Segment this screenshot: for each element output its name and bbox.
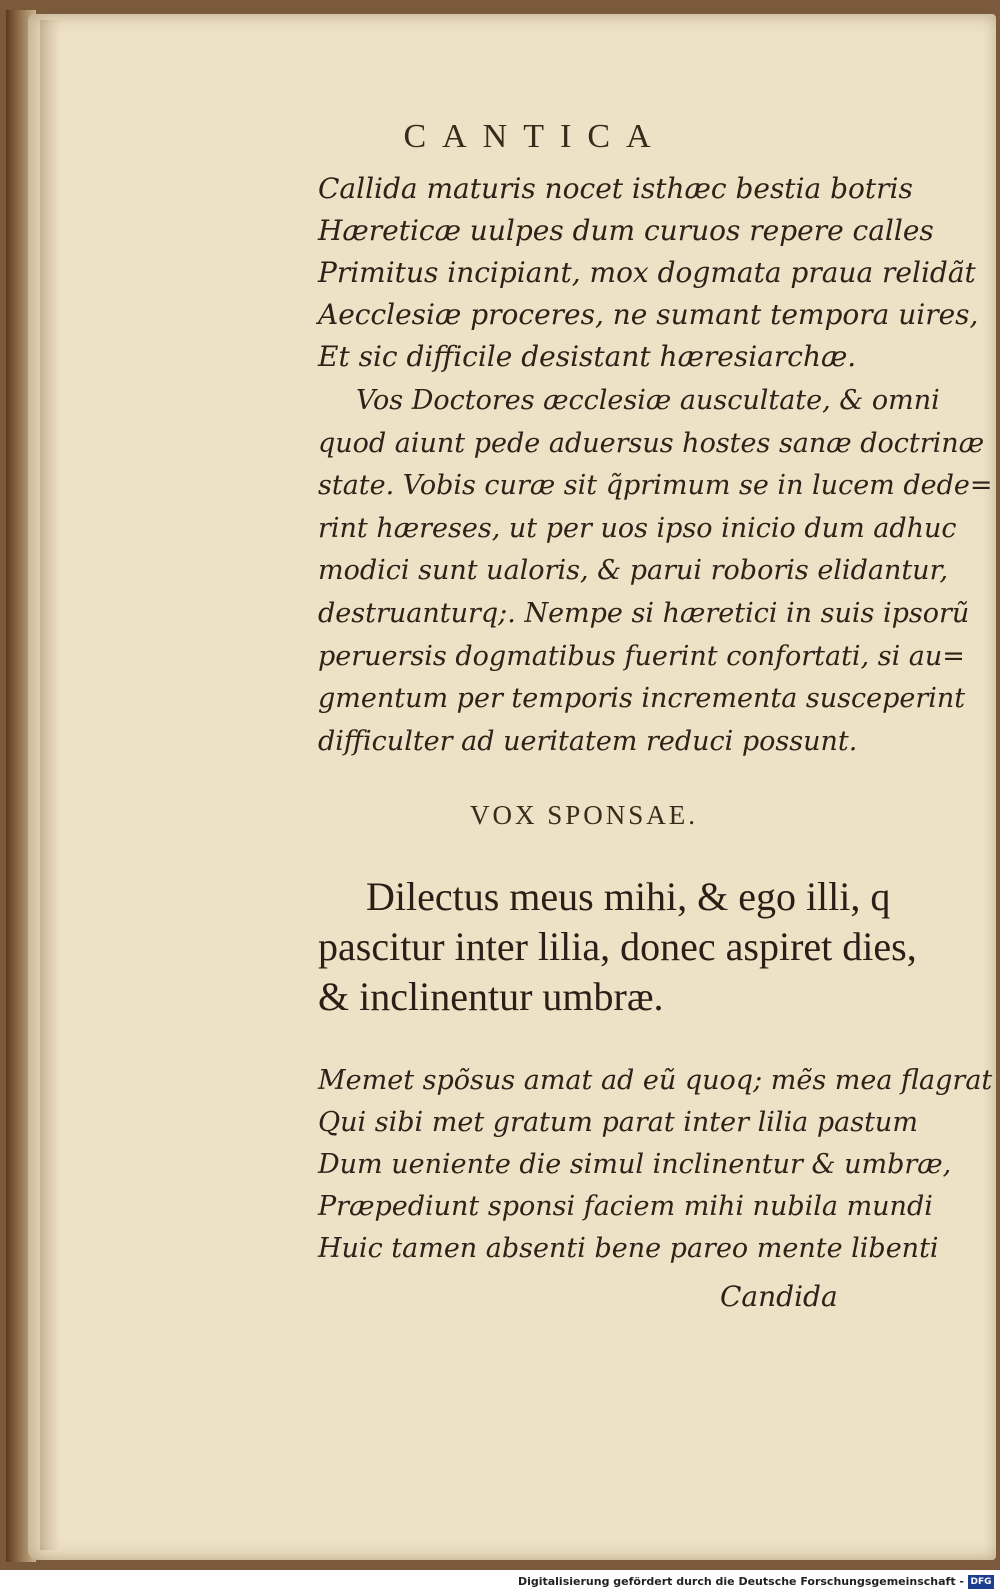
verse-line: Primitus incipiant, mox dogmata praua relidãt xyxy=(318,256,976,289)
verse-line: Qui sibi met gratum parat inter lilia pastum xyxy=(318,1107,918,1138)
verse-line: Dum ueniente die simul inclinentur & umbræ, xyxy=(318,1149,952,1180)
running-header: CANTICA xyxy=(403,118,667,155)
section-title: VOX SPONSAE. xyxy=(470,800,699,830)
footer-bar xyxy=(0,1572,1000,1595)
scripture-line: pascitur inter lilia, donec aspiret dies, xyxy=(318,924,917,969)
verse-line: Præpediunt sponsi faciem mihi nubila mundi xyxy=(318,1191,933,1222)
prose-line: rint hæreses, ut per uos ipso inicio dum adhuc xyxy=(318,512,957,544)
verse-block-2 xyxy=(318,1060,993,1270)
page-gutter-shadow xyxy=(40,20,60,1550)
dfg-logo: DFG xyxy=(968,1575,994,1589)
prose-line: peruersis dogmatibus fuerint confortati, si au= xyxy=(318,640,965,672)
funding-credit: Digitalisierung gefördert durch die Deutsche Forschungsgemeinschaft - xyxy=(517,1575,964,1588)
scripture-line: & inclinentur umbræ. xyxy=(318,974,664,1019)
verse-line: Callida maturis nocet isthæc bestia botris xyxy=(318,172,913,205)
prose-paragraph xyxy=(318,380,993,763)
verse-line: Et sic difficile desistant hæresiarchæ. xyxy=(318,340,857,373)
verse-line: Memet spõsus amat ad eũ quoq; mẽs mea flagrat xyxy=(318,1065,993,1096)
prose-line: Vos Doctores æcclesiæ auscultate, & omni xyxy=(356,385,940,416)
catchword: Candida xyxy=(720,1280,838,1313)
prose-line: destruanturq;. Nempe si hæretici in suis ipsorũ xyxy=(318,597,970,629)
prose-line: modici sunt ualoris, & parui roboris elidantur, xyxy=(318,555,949,587)
verse-line: Hæreticæ uulpes dum curuos repere calles xyxy=(318,214,934,247)
scripture-passage xyxy=(318,872,918,1022)
verse-line: Aecclesiæ proceres, ne sumant tempora uires, xyxy=(318,298,979,331)
prose-line: difficulter ad ueritatem reduci possunt. xyxy=(318,725,858,757)
prose-line: gmentum per temporis incrementa susceperint xyxy=(318,683,966,715)
prose-line: quod aiunt pede aduersus hostes sanæ doctrinæ xyxy=(318,427,985,459)
prose-line: state. Vobis curæ sit q̃primum se in lucem dede= xyxy=(318,470,993,502)
scripture-line: Dilectus meus mihi, & ego illi, q xyxy=(366,874,891,919)
verse-block-1 xyxy=(318,168,979,378)
verse-line: Huic tamen absenti bene pareo mente libenti xyxy=(318,1233,939,1264)
